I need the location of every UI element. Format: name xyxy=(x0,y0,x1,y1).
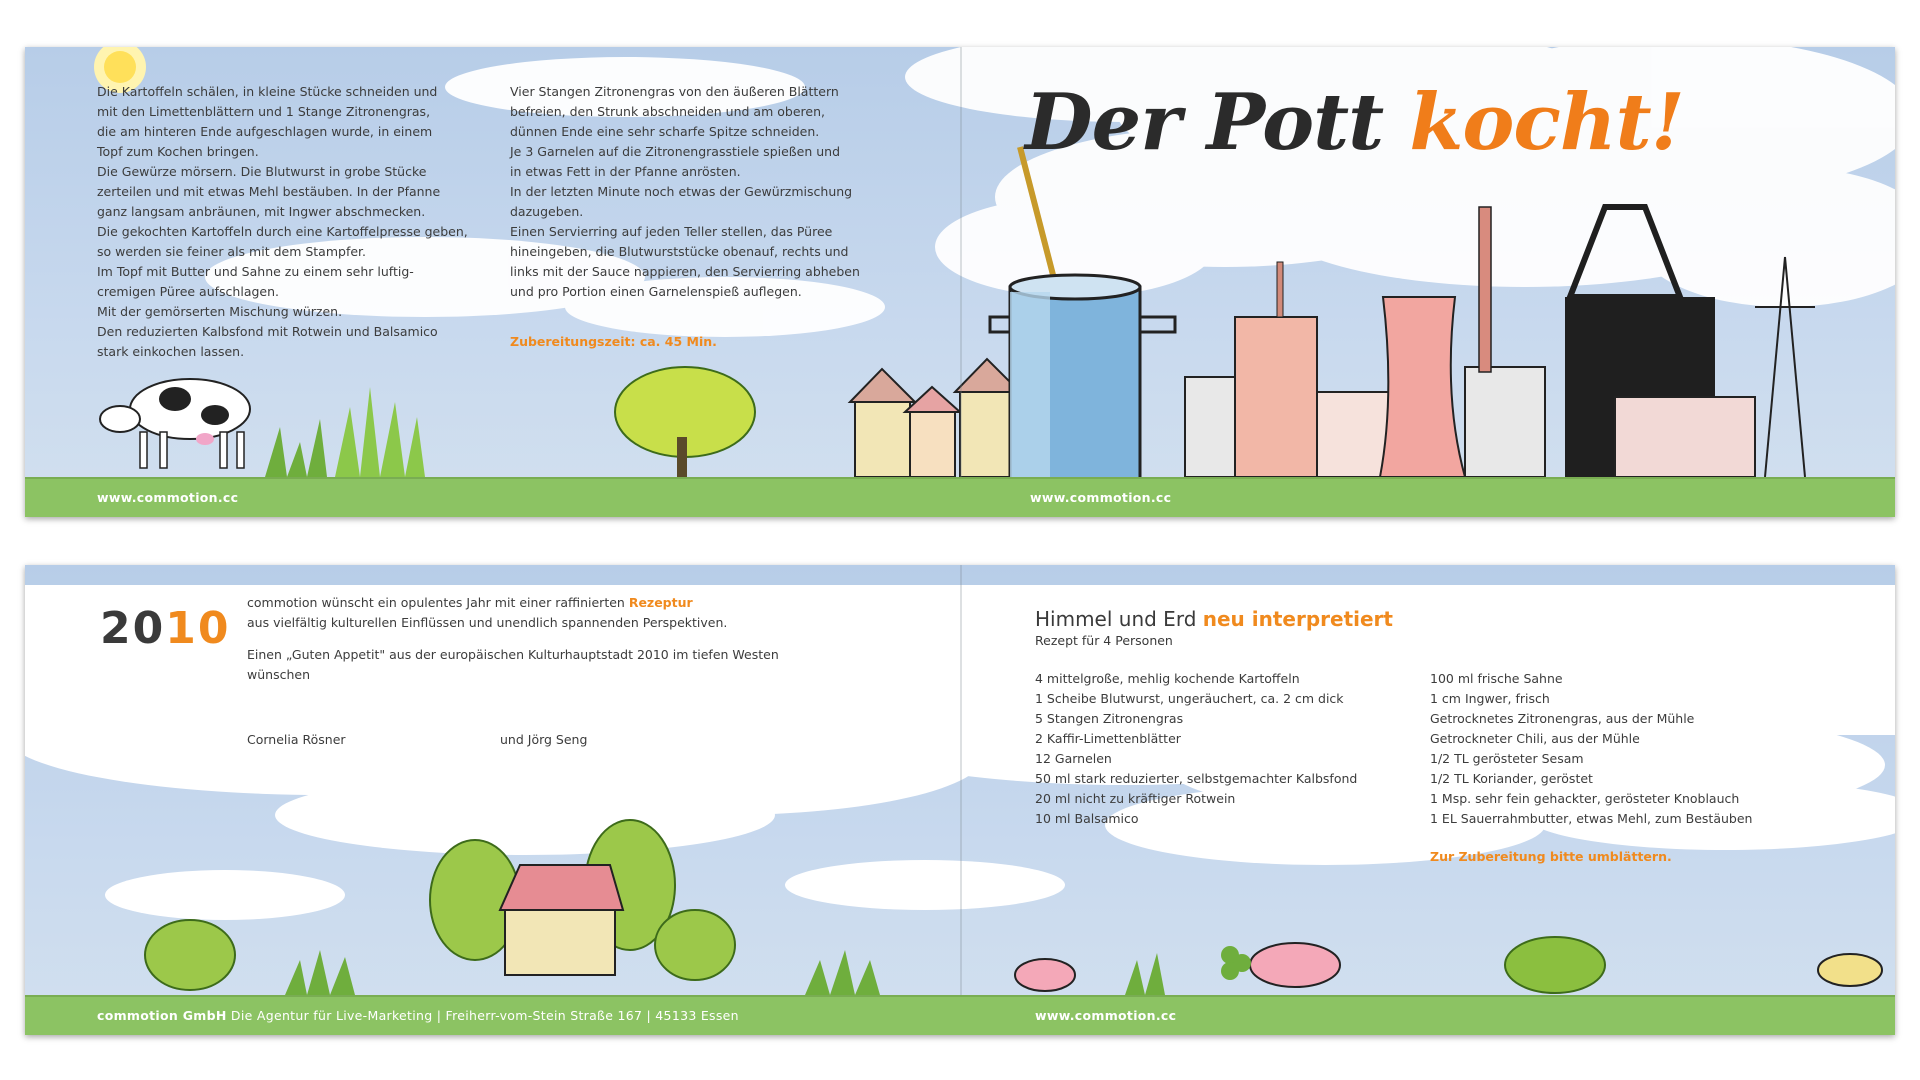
grass-tufts xyxy=(265,387,425,477)
recipe-title xyxy=(1035,607,1393,631)
website-url-right[interactable]: www.commotion.cc xyxy=(1030,490,1172,505)
recipe-subtitle: Rezept für 4 Personen xyxy=(1035,633,1173,648)
footer-company: commotion GmbH xyxy=(97,1008,227,1023)
website-url[interactable]: www.commotion.cc xyxy=(1035,1008,1177,1023)
preparation-steps-2: Vier Stangen Zitronengras von den äußeren Blättern befreien, den Strunk abschneiden und am oberen, dünnen Ende eine sehr scharfe Spitze schneiden. Je 3 Garnelen auf die Zitronengrasstiele spießen und in etwas Fett in der Pfanne anrösten. In der letzten Minute noch etwas der Gewürzmischung dazugeben. Einen Servierring auf jeden Teller stellen, das Püree hineingeben, die Blutwurststücke obenauf, rechts und links mit der Sauce nappieren, den Servierring abheben und pro Portion einen Garnelenspieß auflegen. xyxy=(510,84,860,299)
cow-icon xyxy=(100,379,250,468)
pig-icon xyxy=(1015,943,1340,991)
greeting-highlight: Rezeptur xyxy=(628,595,693,610)
recipe-title-a: Himmel und Erd xyxy=(1035,607,1203,631)
fold-line xyxy=(960,47,962,517)
footer-rest: Die Agentur für Live-Marketing | Freiherr-vom-Stein Straße 167 | 45133 Essen xyxy=(226,1008,739,1023)
website-url-left[interactable]: www.commotion.cc xyxy=(97,490,239,505)
turn-page-note: Zur Zubereitung bitte umblättern. xyxy=(1430,849,1672,864)
greeting-line-1 xyxy=(247,593,693,613)
year-part-1: 20 xyxy=(100,603,166,654)
year-2010 xyxy=(100,603,230,654)
recipe-title-b: neu interpretiert xyxy=(1202,607,1393,631)
ingredients-list-2: 100 ml frische Sahne 1 cm Ingwer, frisch Getrocknetes Zitronengras, aus der Mühle Getrockneter Chili, aus der Mühle 1/2 TL gerösteter Sesam 1/2 TL Koriander, geröstet 1 Msp. sehr fein gehackter, gerösteter Knoblauch 1 EL Sauerrahmbutter, etwas Mehl, zum Bestäuben xyxy=(1430,671,1753,826)
greeting-text: commotion wünscht ein opulentes Jahr mit einer raffinierten xyxy=(247,595,629,610)
title-part-2: kocht! xyxy=(1409,77,1684,168)
clover-icon xyxy=(1221,946,1251,980)
signer-2: und Jörg Seng xyxy=(500,732,588,747)
farmhouse-icon xyxy=(500,865,623,975)
recipe-card-back xyxy=(25,47,1895,517)
greeting-line-2: aus vielfältig kulturellen Einflüssen und unendlich spannenden Perspektiven. xyxy=(247,615,728,630)
bush-icon xyxy=(615,367,755,477)
greeting-line-3: Einen „Guten Appetit" aus der europäischen Kulturhauptstadt 2010 im tiefen Westen wünschen xyxy=(247,647,779,682)
recipe-card-front xyxy=(25,565,1895,1035)
footer-address xyxy=(97,1008,739,1023)
signer-1: Cornelia Rösner xyxy=(247,732,346,747)
bush-icon xyxy=(1505,937,1605,993)
houses xyxy=(850,359,1020,477)
cover-title xyxy=(1025,77,1684,168)
preparation-steps-1: Die Kartoffeln schälen, in kleine Stücke schneiden und mit den Limettenblättern und 1 Stange Zitronengras, die am hinteren Ende aufgeschlagen wurde, in einem Topf zum Kochen bringen. Die Gewürze mörsern. Die Blutwurst in grobe Stücke zerteilen und mit etwas Mehl bestäuben. In der Pfanne ganz langsam anbräunen, mit Ingwer abschmecken. Die gekochten Kartoffeln durch eine Kartoffelpresse geben, so werden sie feiner als mit dem Stampfer. Im Topf mit Butter und Sahne zu einem sehr luftig- cremigen Püree aufschlagen. Mit der gemörserten Mischung würzen. Den reduzierten Kalbsfond mit Rotwein und Balsamico stark einkochen lassen. xyxy=(97,84,468,359)
grass-ground xyxy=(25,477,1895,517)
prep-time: Zubereitungszeit: ca. 45 Min. xyxy=(510,334,717,349)
ingredients-list-1: 4 mittelgroße, mehlig kochende Kartoffeln 1 Scheibe Blutwurst, ungeräuchert, ca. 2 cm dick 5 Stangen Zitronengras 2 Kaffir-Limettenblätter 12 Garnelen 50 ml stark reduzierter, selbstgemachter Kalbsfond 20 ml nicht zu kräftiger Rotwein 10 ml Balsamico xyxy=(1035,671,1358,826)
fold-line xyxy=(960,565,962,1035)
dog-icon xyxy=(1818,954,1882,986)
year-part-2: 10 xyxy=(165,603,231,654)
title-part-1: Der Pott xyxy=(1025,77,1410,168)
